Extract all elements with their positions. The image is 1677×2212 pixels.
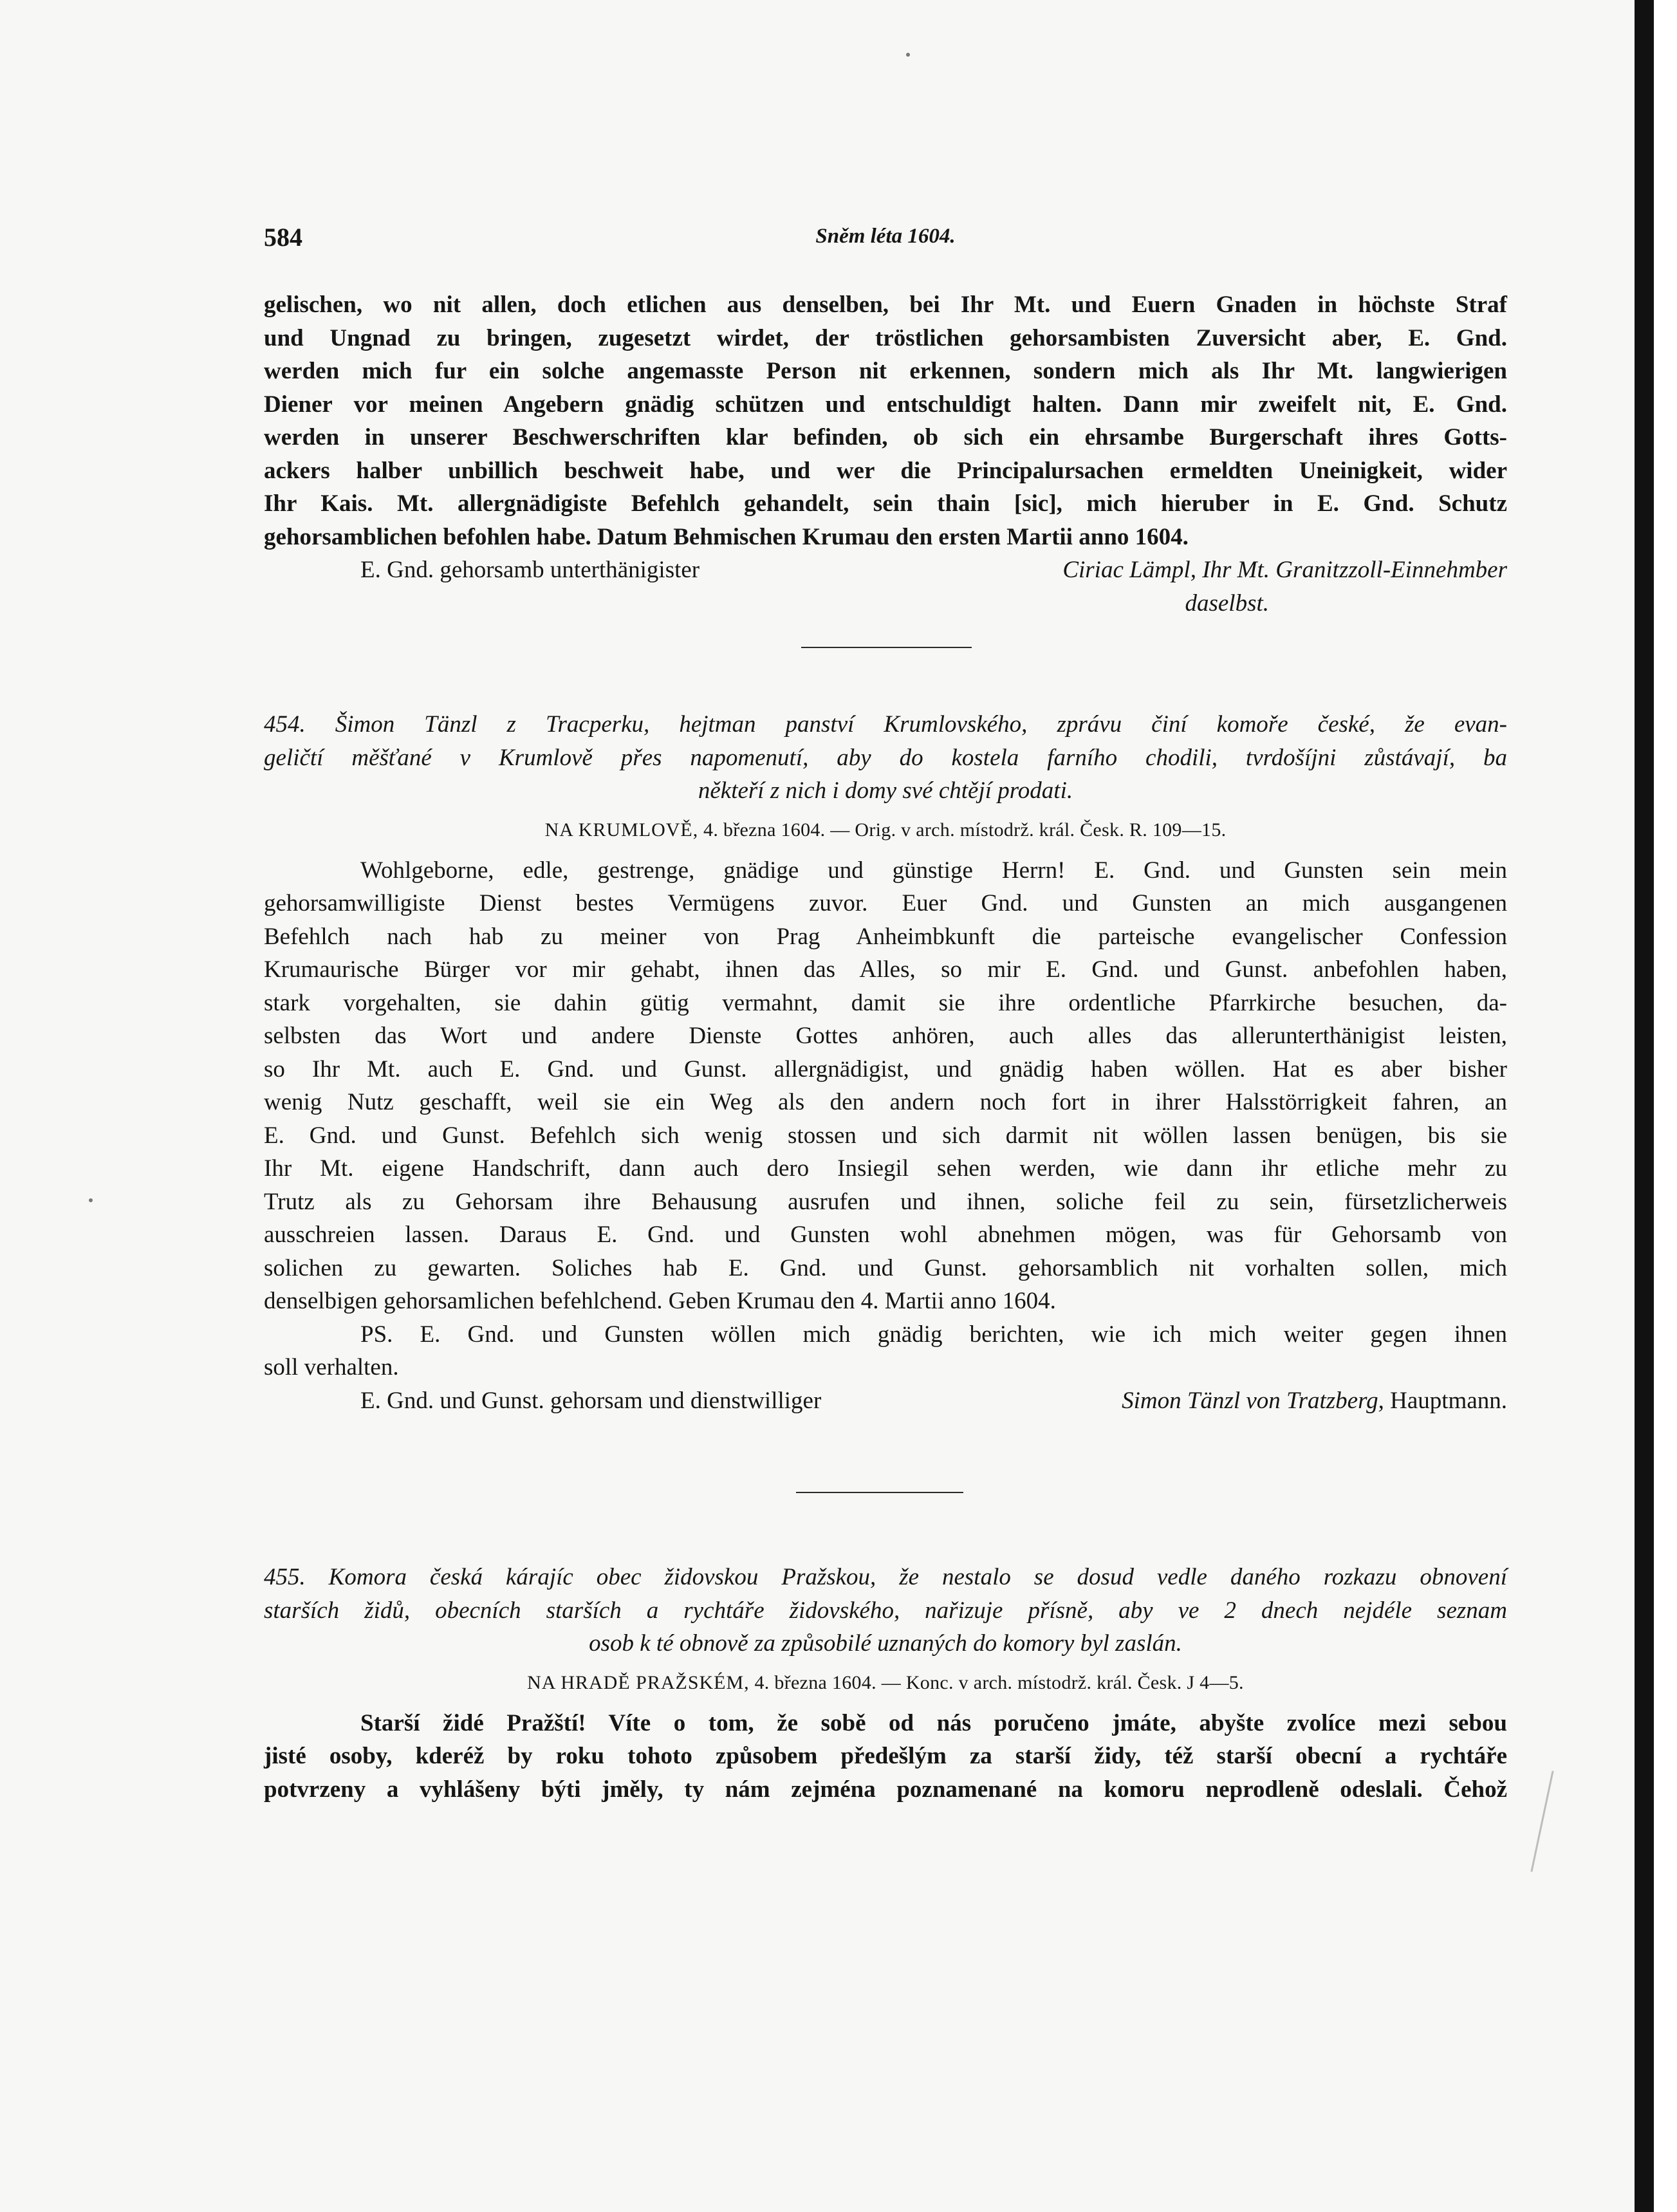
text-line: wenig Nutz geschafft, weil sie ein Weg als den andern noch fort in ihrer Halsstörrigkeit fahren, an bbox=[264, 1089, 1507, 1115]
closing-formula: E. Gnd. gehorsamb unterthänigister bbox=[360, 557, 700, 583]
text-line: Ihr Kais. Mt. allergnädigiste Befehlch gehandelt, sein thain [sic], mich hieruber in E. Gnd. Schutz bbox=[264, 490, 1507, 517]
date-source: 4. března 1604. — Konc. v arch. místodrž. král. Česk. J 4—5. bbox=[754, 1671, 1244, 1693]
text-line: potvrzeny a vyhlášeny býti jměly, ty nám zejména poznamenané na komoru neprodleně odeslali. Čehož bbox=[264, 1776, 1507, 1803]
regest-454 bbox=[264, 708, 1507, 808]
text-line: jisté osoby, kderéž by roku tohoto způsobem předešlým za starší židy, též starší obecní a rychtáře bbox=[264, 1743, 1507, 1769]
text-line: Ihr Mt. eigene Handschrift, dann auch dero Insiegil sehen werden, wie dann ihr etliche mehr zu bbox=[264, 1155, 1507, 1182]
place-name: NA KRUMLOVĚ, bbox=[544, 819, 699, 841]
text-line: selbsten das Wort und andere Dienste Gottes anhören, auch alles das allerunterthänigist leisten, bbox=[264, 1023, 1507, 1049]
signature-title: Hauptmann. bbox=[1390, 1387, 1507, 1414]
text-line: PS. E. Gnd. und Gunsten wöllen mich gnädig berichten, wie ich mich weiter gegen ihnen bbox=[360, 1321, 1507, 1348]
text-line: Wohlgeborne, edle, gestrenge, gnädige und günstige Herrn! E. Gnd. und Gunsten sein mein bbox=[360, 857, 1507, 884]
signature-subline: daselbst. bbox=[1185, 590, 1269, 617]
text-line: Diener vor meinen Angebern gnädig schützen und entschuldigt halten. Dann mir zweifelt nit, E. Gnd. bbox=[264, 391, 1507, 418]
text-line: stark vorgehalten, sie dahin gütig vermahnt, damit sie ihre ordentliche Pfarrkirche besuchen, da- bbox=[264, 989, 1507, 1016]
dateline-454 bbox=[264, 815, 1507, 845]
text-line: soll verhalten. bbox=[264, 1354, 399, 1380]
scan-artifact-dot bbox=[89, 1198, 93, 1202]
postscript-454 bbox=[264, 1318, 1507, 1384]
date-source: 4. března 1604. — Orig. v arch. místodrž. král. Česk. R. 109—15. bbox=[703, 819, 1227, 841]
letter-body-455 bbox=[264, 1707, 1507, 1807]
text-line: werden mich fur ein solche angemasste Person nit erkennen, sondern mich als Ihr Mt. langwierigen bbox=[264, 358, 1507, 384]
page-number: 584 bbox=[264, 223, 302, 252]
signature-name: Ciriac Lämpl, Ihr Mt. Granitzzoll-Einnehmber bbox=[1062, 557, 1507, 583]
text-line: Starší židé Pražští! Víte o tom, že sobě od nás poručeno jmáte, abyšte zvolíce mezi sebou bbox=[360, 1709, 1507, 1736]
text-line: ackers halber unbillich beschweit habe, und wer die Principalursachen ermeldten Uneinigkeit, wider bbox=[264, 457, 1507, 484]
page-header bbox=[264, 222, 1507, 261]
section-divider bbox=[796, 1492, 963, 1493]
signature-name: Simon Tänzl von Tratzberg, bbox=[1122, 1387, 1384, 1414]
running-title: Sněm léta 1604. bbox=[815, 225, 956, 248]
text-line: ausschreien lassen. Daraus E. Gnd. und Gunsten wohl abnehmen mögen, was für Gehorsamb von bbox=[264, 1222, 1507, 1248]
scan-edge-bar bbox=[1635, 0, 1654, 2212]
text-line: und Ungnad zu bringen, zugesetzt wirdet, der tröstlichen gehorsambisten Zuversicht aber, E. Gnd. bbox=[264, 324, 1507, 351]
text-line: E. Gnd. und Gunst. Befehlch sich wenig stossen und sich darmit nit wöllen lassen benügen, bis sie bbox=[264, 1122, 1507, 1149]
continuation-paragraph bbox=[264, 288, 1507, 553]
closing-formula: E. Gnd. und Gunst. gehorsam und dienstwilliger bbox=[360, 1387, 822, 1414]
text-line: so Ihr Mt. auch E. Gnd. und Gunst. allergnädigist, und gnädig haben wöllen. Hat es aber bisher bbox=[264, 1055, 1507, 1083]
text-line: gehorsamwilligiste Dienst bestes Vermügens zuvor. Euer Gnd. und Gunsten an mich ausgangenen bbox=[264, 890, 1507, 916]
regest-line: 454. Šimon Tänzl z Tracperku, hejtman panství Krumlovského, zprávu činí komoře české, že evan- bbox=[264, 711, 1507, 738]
scan-artifact-dot bbox=[906, 53, 910, 57]
document-455 bbox=[264, 1561, 1507, 1806]
signature-row bbox=[264, 1384, 1507, 1418]
text-line: gelischen, wo nit allen, doch etlichen aus denselben, bei Ihr Mt. und Euern Gnaden in höchste Straf bbox=[264, 292, 1507, 318]
continuation-section bbox=[264, 288, 1507, 620]
regest-line: starších židů, obecních starších a rychtáře židovského, nařizuje přísně, aby ve 2 dnech nejdéle seznam bbox=[264, 1597, 1507, 1624]
regest-line: někteří z nich i domy své chtějí prodati. bbox=[698, 777, 1073, 804]
text-line: Krumaurische Bürger vor mir gehabt, ihnen das Alles, so mir E. Gnd. und Gunst. anbefohlen haben, bbox=[264, 956, 1507, 983]
signature-row bbox=[264, 553, 1507, 587]
text-line: Befehlch nach hab zu meiner von Prag Anheimbkunft die parteische evangelischer Confession bbox=[264, 923, 1507, 950]
text-line: Trutz als zu Gehorsam ihre Behausung ausrufen und ihnen, soliche feil zu sein, fürsetzlicherweis bbox=[264, 1188, 1507, 1215]
text-line: werden in unserer Beschwerschriften klar befinden, ob sich ein ehrsambe Burgerschaft ihres Gotts- bbox=[264, 424, 1507, 451]
section-divider bbox=[801, 647, 972, 648]
text-line: solichen zu gewarten. Soliches hab E. Gnd. und Gunst. gehorsamblich nit vorhalten sollen, mich bbox=[264, 1254, 1507, 1281]
document-454 bbox=[264, 708, 1507, 1417]
place-name: NA HRADĚ PRAŽSKÉM, bbox=[527, 1671, 750, 1693]
regest-455 bbox=[264, 1561, 1507, 1660]
signature-block bbox=[1122, 1384, 1507, 1418]
regest-line: 455. Komora česká kárajíc obec židovskou Pražskou, že nestalo se dosud vedle daného rozkazu obnovení bbox=[264, 1564, 1507, 1590]
text-line: gehorsamblichen befohlen habe. Datum Behmischen Krumau den ersten Martii anno 1604. bbox=[264, 523, 1189, 550]
regest-line: geličtí měšťané v Krumlově přes napomenutí, aby do kostela farního chodili, tvrdošíjni zůstávají, ba bbox=[264, 744, 1507, 771]
text-line: denselbigen gehorsamlichen befehlchend. Geben Krumau den 4. Martii anno 1604. bbox=[264, 1288, 1056, 1314]
letter-body-454 bbox=[264, 854, 1507, 1318]
regest-line: osob k té obnově za způsobilé uznaných do komory byl zaslán. bbox=[589, 1630, 1182, 1657]
dateline-455 bbox=[264, 1668, 1507, 1698]
